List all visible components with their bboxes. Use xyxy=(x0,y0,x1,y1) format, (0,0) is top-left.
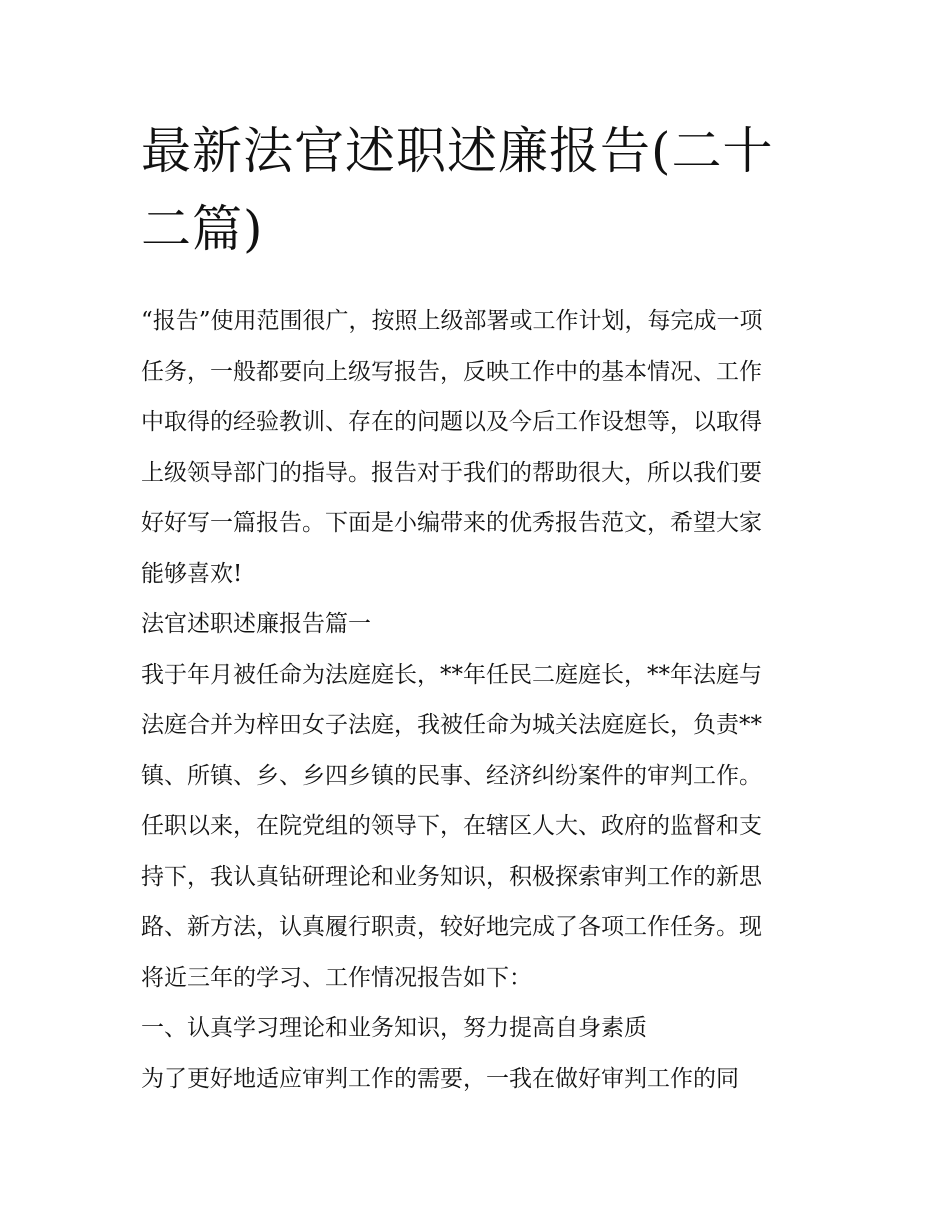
body-line: 能够喜欢! xyxy=(141,560,243,587)
body-line: 上级领导部门的指导。报告对于我们的帮助很大，所以我们要 xyxy=(141,459,762,486)
body-line: 好好写一篇报告。下面是小编带来的优秀报告范文，希望大家 xyxy=(141,510,762,536)
body-line: 镇、所镇、乡、乡四乡镇的民事、经济纠纷案件的审判工作。 xyxy=(141,762,762,789)
body-line: 我于年月被任命为法庭庭长，**年任民二庭庭长，**年法庭与 xyxy=(141,661,762,688)
body-line: 中取得的经验教训、存在的问题以及今后工作设想等，以取得 xyxy=(141,409,762,435)
subsection-heading: 一、认真学习理论和业务知识，努力提高自身素质 xyxy=(141,1015,647,1041)
body-line: 持下，我认真钻研理论和业务知识，积极探索审判工作的新思 xyxy=(141,863,762,890)
body-line: 任职以来，在院党组的领导下，在辖区人大、政府的监督和支 xyxy=(141,813,762,839)
document-title: 最新法官述职述廉报告(二十二篇) xyxy=(141,122,774,258)
body-line: 法庭合并为梓田女子法庭，我被任命为城关法庭庭长，负责** xyxy=(141,712,762,738)
section-heading: 法官述职述廉报告篇一 xyxy=(141,611,371,637)
document-body xyxy=(141,296,812,1104)
body-line: 路、新方法，认真履行职责，较好地完成了各项工作任务。现 xyxy=(141,914,762,940)
body-line: “报告”使用范围很广，按照上级部署或工作计划，每完成一项 xyxy=(141,308,763,334)
body-line: 为了更好地适应审判工作的需要，一我在做好审判工作的同 xyxy=(141,1065,739,1092)
body-line: 任务，一般都要向上级写报告，反映工作中的基本情况、工作 xyxy=(141,358,762,385)
body-line: 将近三年的学习、工作情况报告如下： xyxy=(141,964,532,991)
